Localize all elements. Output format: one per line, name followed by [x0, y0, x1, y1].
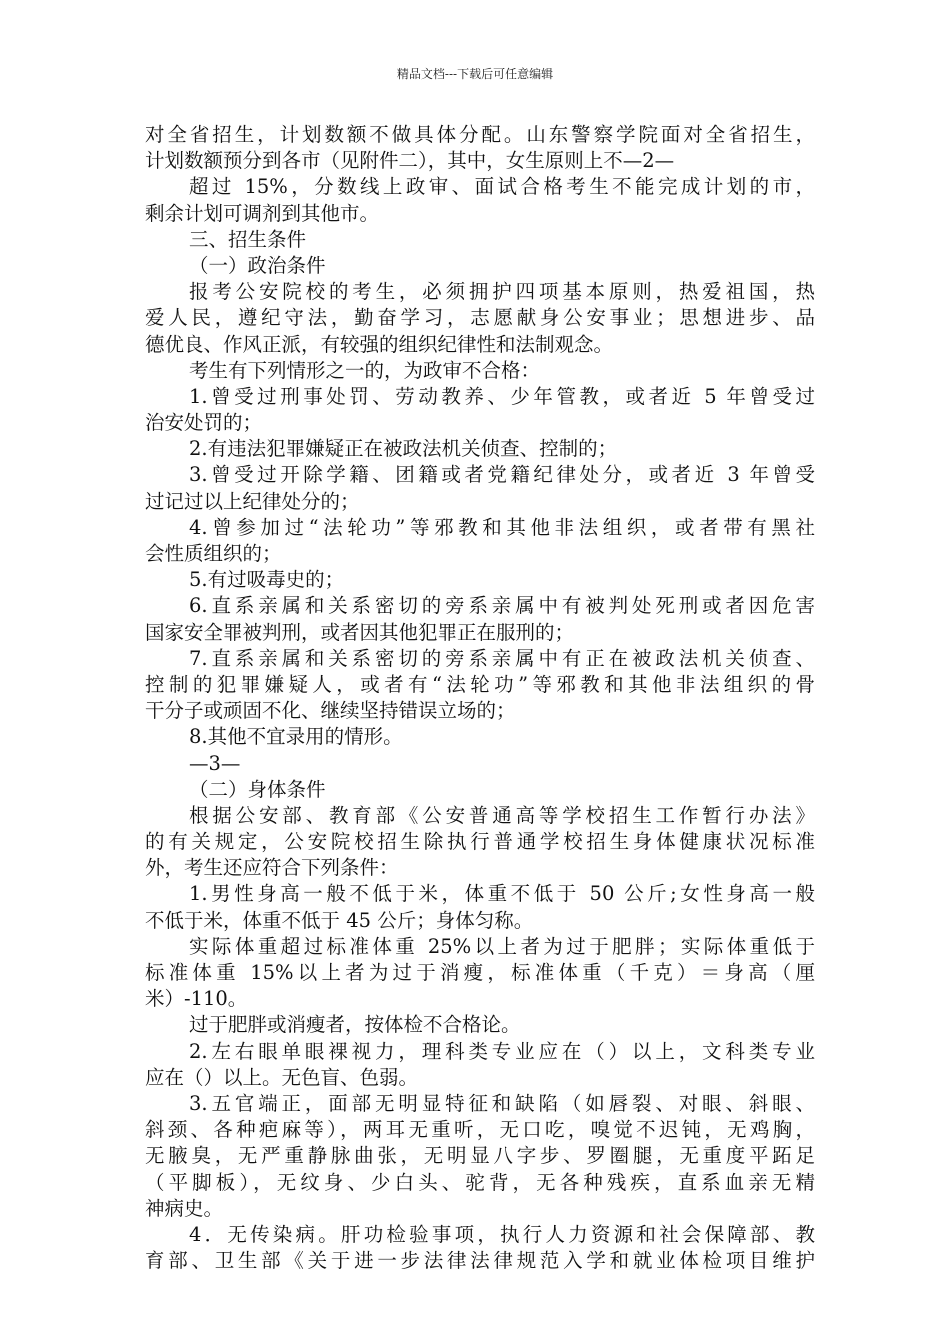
text-line: 1.曾受过刑事处罚、劳动教养、少年管教，或者近 5 年曾受过 [189, 384, 815, 408]
text-line: 6.直系亲属和关系密切的旁系亲属中有被判处死刑或者因危害 [189, 594, 815, 618]
text-line: 外，考生还应符合下列条件： [145, 856, 399, 880]
text-line: 育部、卫生部《关于进一步法律法律规范入学和就业体检项目维护 [145, 1249, 815, 1273]
text-line: 7.直系亲属和关系密切的旁系亲属中有正在被政法机关侦查、 [189, 646, 815, 670]
text-line: 斜颈、各种疤麻等），两耳无重听，无口吃，嗅觉不迟钝，无鸡胸， [145, 1118, 815, 1142]
text-line: 4.曾参加过“法轮功”等邪教和其他非法组织，或者带有黑社 [189, 515, 815, 539]
page-header: 精品文档---下载后可任意编辑 [396, 67, 554, 81]
text-line: 报考公安院校的考生，必须拥护四项基本原则，热爱祖国，热 [189, 280, 815, 304]
text-line: 实际体重超过标准体重 25%以上者为过于肥胖；实际体重低于 [189, 934, 815, 958]
text-line: 会性质组织的； [145, 542, 282, 565]
text-line: （一）政治条件 [189, 253, 326, 277]
text-line: 4．无传染病。肝功检验事项，执行人力资源和社会保障部、教 [189, 1222, 815, 1246]
text-line: 计划数额预分到各市（见附件二），其中，女生原则上不—2— [145, 149, 675, 173]
text-line: 干分子或顽固不化、继续坚持错误立场的； [145, 699, 516, 723]
text-line: 对全省招生，计划数额不做具体分配。山东警察学院面对全省招生， [145, 123, 815, 146]
text-line: 神病史。 [145, 1196, 224, 1220]
text-line: 3.曾受过开除学籍、团籍或者党籍纪律处分，或者近 3 年曾受 [189, 463, 815, 487]
text-line: 2.左右眼单眼裸视力，理科类专业应在（）以上，文科类专业 [189, 1039, 815, 1063]
text-line: 三、招生条件 [189, 227, 307, 251]
text-line: 爱人民，遵纪守法，勤奋学习，志愿献身公安事业；思想进步、品 [145, 306, 815, 330]
text-line: 2.有违法犯罪嫌疑正在被政法机关侦查、控制的； [189, 437, 618, 461]
text-line: 超过 15%，分数线上政审、面试合格考生不能完成计划的市， [189, 175, 815, 199]
text-line: 根据公安部、教育部《公安普通高等学校招生工作暂行办法》 [189, 803, 815, 827]
text-line: 米）-110。 [145, 987, 248, 1011]
text-line: 的有关规定，公安院校招生除执行普通学校招生身体健康状况标准 [145, 830, 815, 854]
text-line: 国家安全罪被判刑，或者因其他犯罪正在服刑的； [145, 620, 575, 644]
text-line: 控制的犯罪嫌疑人，或者有“法轮功”等邪教和其他非法组织的骨 [145, 672, 815, 696]
text-line: 德优良、作风正派，有较强的组织纪律性和法制观念。 [145, 332, 614, 356]
text-line: 应在（）以上。无色盲、色弱。 [145, 1065, 419, 1089]
text-line: 3.五官端正，面部无明显特征和缺陷（如唇裂、对眼、斜眼、 [189, 1091, 815, 1115]
text-line: 1.男性身高一般不低于米，体重不低于 50 公斤;女性身高一般 [189, 882, 815, 906]
text-line: —3— [189, 751, 241, 775]
text-line: 5.有过吸毒史的； [189, 568, 345, 592]
text-line: 8.其他不宜录用的情形。 [189, 725, 403, 749]
text-line: 过记过以上纪律处分的； [145, 489, 360, 513]
text-line: 标准体重 15%以上者为过于消瘦，标准体重（千克）＝身高（厘 [145, 961, 815, 984]
text-line: 不低于米，体重不低于 45 公斤；身体匀称。 [145, 908, 534, 932]
text-line: 治安处罚的； [145, 411, 263, 435]
text-line: （二）身体条件 [189, 777, 326, 801]
text-line: 无腋臭，无严重静脉曲张，无明显八字步、罗圈腿，无重度平跖足 [145, 1144, 815, 1168]
text-line: 剩余计划可调剂到其他市。 [145, 201, 380, 225]
text-line: 过于肥胖或消瘦者，按体检不合格论。 [189, 1013, 521, 1037]
text-line: （平脚板），无纹身、少白头、驼背，无各种残疾，直系血亲无精 [145, 1170, 815, 1194]
document-body [145, 122, 815, 1274]
text-line: 考生有下列情形之一的，为政审不合格： [189, 358, 541, 382]
